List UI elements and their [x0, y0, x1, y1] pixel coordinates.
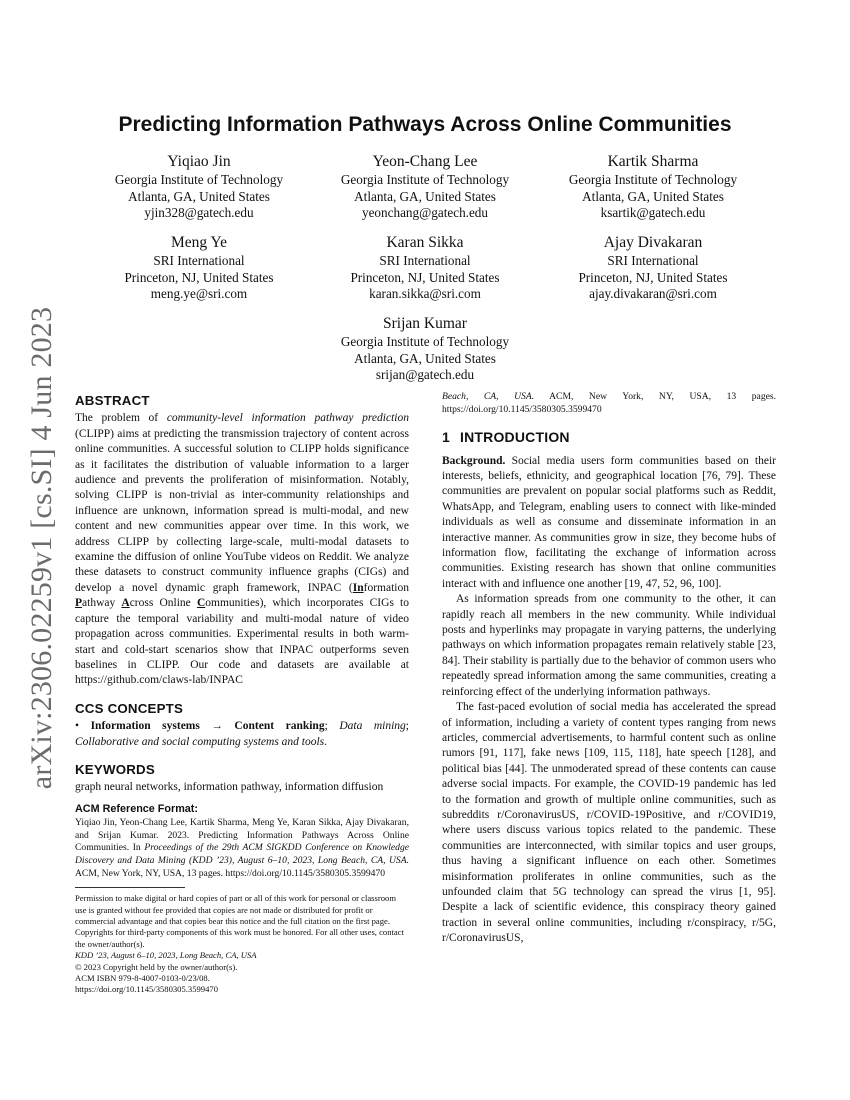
author-affiliation: Georgia Institute of Technology [568, 172, 738, 187]
author-affiliation: Georgia Institute of Technology [340, 172, 510, 187]
author-email[interactable]: yeonchang@gatech.edu [361, 205, 488, 220]
keywords-text: graph neural networks, information pathway, information diffusion [75, 781, 384, 794]
author-location: Princeton, NJ, United States [124, 269, 274, 285]
author-email[interactable]: yjin328@gatech.edu [144, 205, 254, 220]
abstract-text: The problem of community-level information pathway prediction (CLIPP) aims at predicting the transmission trajectory of content across online communities. A successful solution to CLIPP holds significance as it facilitates the distribution of valuable information to a larger audience and prevents the proliferation of misinformation. Notably, solving CLIPP is non-trivial as inter-community relationships and influence are unknown, information spread is multi-modal, and new content and new communities appear over time. In this work, we address CLIPP by collecting large-scale, multi-modal datasets to examine the diffusion of online YouTube videos on Reddit. We analyze these datasets to construct community influence graphs (CIGs) and develop a novel dynamic graph framework, INPAC (Information Pathway Across Online Communities), which incorporates CIGs to capture the temporal variability and multi-modal nature of video propagation across communities. Experimental results in both warm-start and cold-start scenarios show that INPAC outperforms seven baselines in CLIPP. Our code and datasets are available at https://github.com/claws-lab/INPAC [75, 412, 410, 687]
author-name: Srijan Kumar [383, 315, 467, 332]
arxiv-identifier-text: arXiv:2306.02259v1 [cs.SI] 4 Jun 2023 [25, 306, 58, 790]
author-card [538, 233, 768, 303]
footnote-divider [75, 887, 185, 888]
author-location: Atlanta, GA, United States [128, 188, 270, 204]
permission-footnote [75, 893, 409, 996]
author-affiliation: SRI International [607, 253, 699, 268]
isbn-line: ACM ISBN 979-8-4007-0103-0/23/08. [75, 972, 210, 983]
author-card [310, 314, 540, 384]
paper-title: Predicting Information Pathways Across Online Communities [118, 113, 732, 136]
copyright-line: © 2023 Copyright held by the owner/author(s). [75, 961, 238, 972]
acm-reference-heading: ACM Reference Format: [75, 802, 198, 815]
author-card [310, 233, 540, 303]
author-name: Kartik Sharma [607, 153, 699, 170]
author-name: Ajay Divakaran [603, 234, 703, 251]
author-name: Karan Sikka [386, 234, 464, 251]
author-affiliation: Georgia Institute of Technology [340, 334, 510, 349]
author-card [84, 233, 314, 303]
left-column [75, 393, 409, 996]
intro-paragraph-2: As information spreads from one community to the other, it can rapidly reach all members in the new community. While individual posts and hyperlinks may propagate in varying patterns, the underlying pathways on which information propagates remain relatively stable [23, 84]. Their stability is partially due to the behavior of common users who repeatedly spread information among the same communities, creating a reinforcing effect of the underlying information pathways. [442, 593, 776, 698]
ccs-concepts-heading: CCS CONCEPTS [75, 700, 184, 716]
author-card [310, 152, 540, 222]
author-affiliation: SRI International [153, 253, 245, 268]
author-location: Atlanta, GA, United States [354, 350, 496, 366]
author-location: Atlanta, GA, United States [354, 188, 496, 204]
author-location: Princeton, NJ, United States [578, 269, 728, 285]
author-location: Atlanta, GA, United States [582, 188, 724, 204]
author-card [84, 152, 314, 222]
keywords-heading: KEYWORDS [75, 761, 155, 777]
ccs-concepts-text: • Information systems → Content ranking; Data mining; Collaborative and social computing systems and tools. [75, 720, 409, 748]
author-email[interactable]: ajay.divakaran@sri.com [589, 286, 717, 301]
author-email[interactable]: ksartik@gatech.edu [600, 205, 706, 220]
author-location: Princeton, NJ, United States [350, 269, 500, 285]
author-email[interactable]: srijan@gatech.edu [375, 367, 475, 382]
author-email[interactable]: karan.sikka@sri.com [369, 286, 481, 301]
permission-notice: Permission to make digital or hard copies of part or all of this work for personal or classroom use is granted without fee provided that copies are not made or distributed for profit or commercial advantage and that copies bear this notice and the full citation on the first page. Copyrights for third-party components of this work must be honored. For all other uses, contact the owner/author(s). [75, 893, 404, 949]
author-email[interactable]: meng.ye@sri.com [150, 286, 248, 301]
author-affiliation: SRI International [379, 253, 471, 268]
author-name: Yiqiao Jin [167, 153, 231, 170]
author-affiliation: Georgia Institute of Technology [114, 172, 284, 187]
author-card [538, 152, 768, 222]
acm-reference-continued: Beach, CA, USA. ACM, New York, NY, USA, 13 pages. https://doi.org/10.1145/3580305.3599470 [442, 391, 777, 415]
acm-reference-text: Yiqiao Jin, Yeon-Chang Lee, Kartik Sharma, Meng Ye, Karan Sikka, Ajay Divakaran, and Srijan Kumar. 2023. Predicting Information Pathways Across Online Communities. In Proceedings of the 29th ACM SIGKDD Conference on Knowledge Discovery and Data Mining (KDD ’23), August 6–10, 2023, Long Beach, CA, USA. ACM, New York, NY, USA, 13 pages. https://doi.org/10.1145/3580305.3599470 [75, 817, 410, 879]
intro-paragraph-3: The fast-paced evolution of social media has accelerated the spread of information, including a variety of content types ranging from news articles, commercial advertisements, to harmful content such as online rumors [91, 117], fake news [109, 115, 118], hate speech [128], and political bias [44]. The unmoderated spread of these contents can cause adverse social impacts. For example, the COVID-19 pandemic has led to the formation and growth of multiple online communities, such as subreddits r/CoronavirusUS, r/COVID-19Positive, and r/COVID19, where users discuss various topics related to the pandemic. These communities are interconnected, with similar topics and user groups, thus having a significant influence on each other. Sometimes misinformation proliferates in online communities, such as the unfounded claim that 5G technology can spread the virus [1, 95]. Despite a lack of scientific evidence, this conspiracy theory gained traction in several online communities, including r/conspiracy, r/5G, r/CoronavirusUS, [442, 701, 776, 945]
doi-link[interactable]: https://doi.org/10.1145/3580305.3599470 [75, 984, 218, 995]
venue-line: KDD ’23, August 6–10, 2023, Long Beach, CA, USA [75, 950, 257, 961]
introduction-heading: 1 INTRODUCTION [442, 429, 570, 446]
abstract-heading: ABSTRACT [75, 393, 150, 408]
author-name: Yeon-Chang Lee [372, 153, 478, 170]
right-column [442, 391, 776, 947]
intro-paragraph-1: Background. Social media users form communities based on their interests, beliefs, ethnicity, and geographical location [76, 79]. These communities are prevalent on popular social platforms such as Reddit, WhatsApp, and Telegram, enabling users to connect with like-minded individuals as well as consume and disseminate information in an interactive manner. As communities grow in size, they become hubs of information flow, facilitating the exchange of information across communities. Existing research has shown that online communities interact with and influence one another [19, 47, 52, 96, 100]. [442, 454, 776, 590]
author-name: Meng Ye [171, 234, 227, 251]
